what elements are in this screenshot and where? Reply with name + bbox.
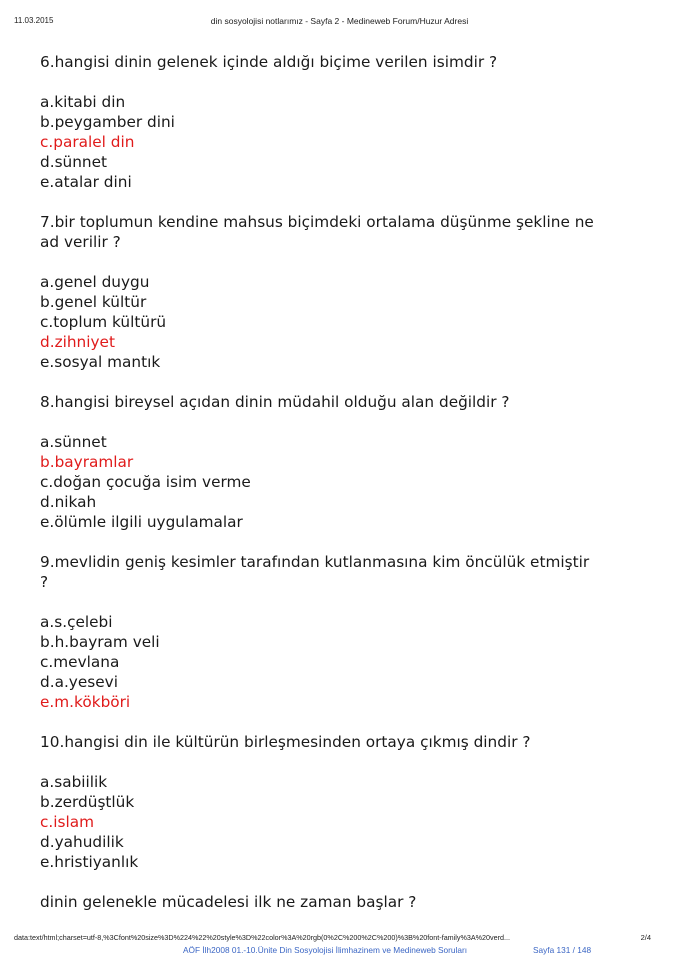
print-date: 11.03.2015 [14, 16, 54, 25]
print-header [0, 0, 679, 26]
correct-option: c.islam [40, 813, 95, 831]
quiz-content [40, 52, 650, 912]
footer-source-link[interactable]: AÖF İlh2008 01.-10.Ünite Din Sosyolojisi İlimhazinem ve Medineweb Soruları [183, 945, 468, 955]
option: a.genel duygu [40, 273, 150, 291]
option: c.mevlana [40, 653, 120, 671]
option: e.hristiyanlık [40, 853, 139, 871]
question-text: 10.hangisi din ile kültürün birleşmesinden ortaya çıkmış dindir ? [40, 733, 531, 751]
footer-page-number: 2/4 [640, 933, 651, 942]
question-text: 7.bir toplumun kendine mahsus biçimdeki ortalama düşünme şekline ne [40, 213, 594, 231]
question-text: 9.mevlidin geniş kesimler tarafından kutlanmasına kim öncülük etmiştir [40, 553, 590, 571]
correct-option: b.bayramlar [40, 453, 134, 471]
option: b.peygamber dini [40, 113, 175, 131]
print-footer [0, 928, 679, 960]
option: e.sosyal mantık [40, 353, 161, 371]
question-text-cont: ad verilir ? [40, 233, 121, 251]
question-text: 8.hangisi bireysel açıdan dinin müdahil olduğu alan değildir ? [40, 393, 510, 411]
print-title: din sosyolojisi notlarımız - Sayfa 2 - Medineweb Forum/Huzur Adresi [210, 16, 469, 26]
correct-option: d.zihniyet [40, 333, 115, 351]
option: c.doğan çocuğa isim verme [40, 473, 251, 491]
option: c.toplum kültürü [40, 313, 167, 331]
correct-option: e.m.kökböri [40, 693, 131, 711]
option: d.sünnet [40, 153, 108, 171]
option: a.kitabi din [40, 93, 126, 111]
option: d.nikah [40, 493, 97, 511]
question-text-cont: ? [40, 573, 49, 591]
option: b.zerdüştlük [40, 793, 135, 811]
option: e.atalar dini [40, 173, 132, 191]
footer-url: data:text/html;charset=utf-8,%3Cfont%20size%3D%224%22%20style%3D%22color%3A%20rgb(0%2C%200%2C%200)%3B%20font-family%3A%20verd... [14, 933, 511, 942]
option: b.genel kültür [40, 293, 147, 311]
option: a.sünnet [40, 433, 107, 451]
option: a.s.çelebi [40, 613, 113, 631]
option: a.sabiilik [40, 773, 108, 791]
question-text: 6.hangisi dinin gelenek içinde aldığı biçime verilen isimdir ? [40, 53, 498, 71]
option: d.a.yesevi [40, 673, 118, 691]
trailing-question: dinin gelenekle mücadelesi ilk ne zaman başlar ? [40, 893, 417, 911]
correct-option: c.paralel din [40, 133, 135, 151]
option: e.ölümle ilgili uygulamalar [40, 513, 243, 531]
option: d.yahudilik [40, 833, 124, 851]
option: b.h.bayram veli [40, 633, 160, 651]
footer-sheet-number: Sayfa 131 / 148 [533, 945, 592, 955]
